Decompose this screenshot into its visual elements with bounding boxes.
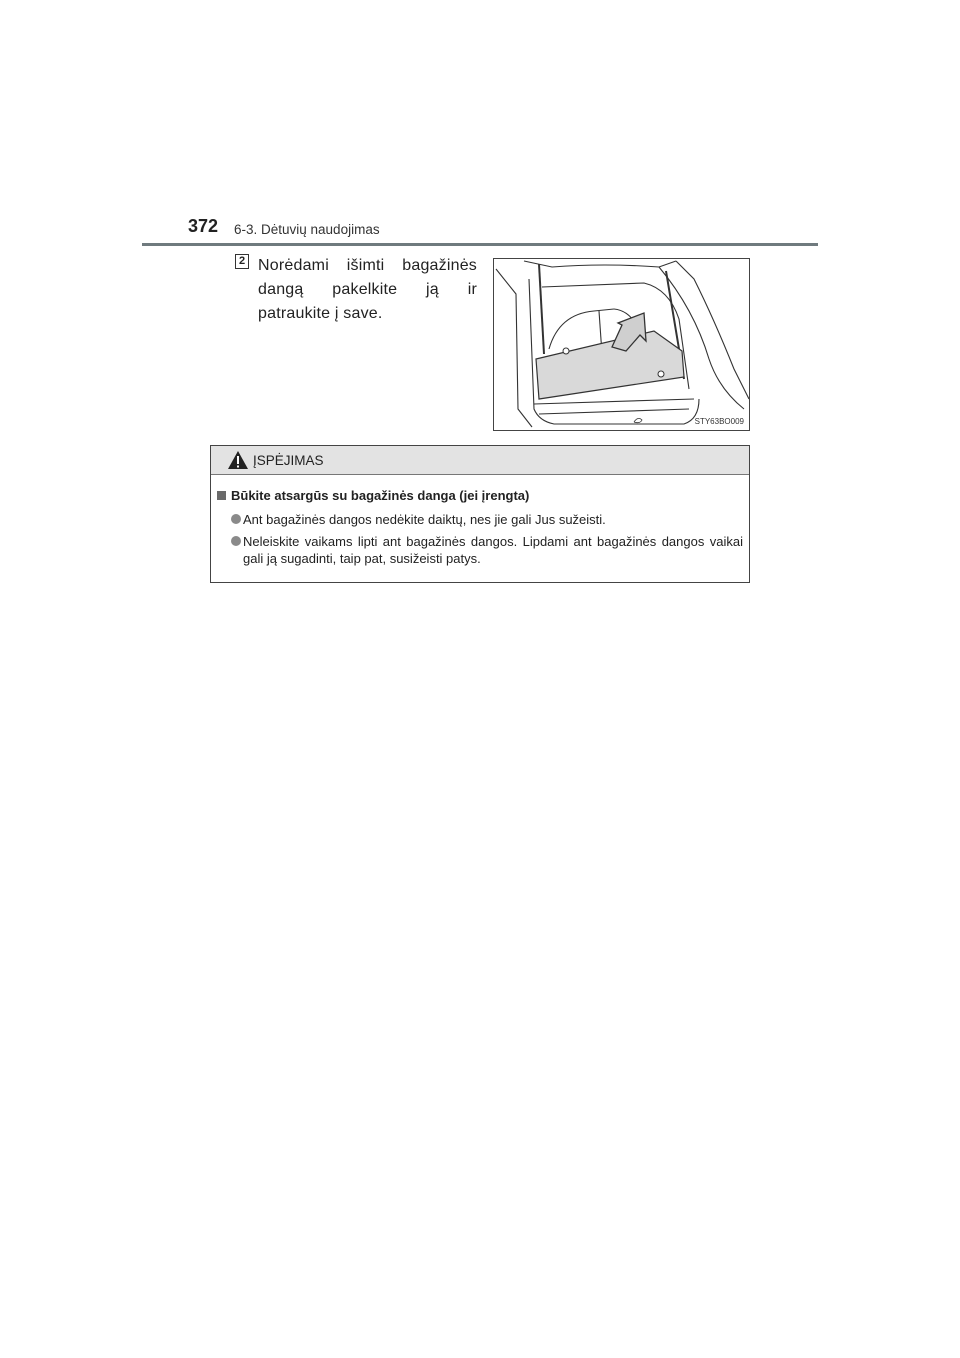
warning-bullet-text: Neleiskite vaikams lipti ant bagažinės dangos. Lipdami ant bagažinės dangos vaikai gali ją sugadinti, taip pat, susižeisti patys. <box>243 534 743 566</box>
warning-bullet <box>231 533 743 567</box>
trunk-drawing <box>494 259 750 431</box>
warning-heading-text: Būkite atsargūs su bagažinės danga (jei įrengta) <box>231 488 530 503</box>
warning-box <box>210 445 750 583</box>
trunk-cover-illustration <box>493 258 750 431</box>
warning-header <box>211 446 749 475</box>
warning-triangle-icon <box>227 450 249 470</box>
bullet-dot-icon <box>231 536 241 546</box>
step-instruction: Norėdami išimti bagažinės dangą pakelkite ją ir patraukite į save. <box>258 257 477 322</box>
page-number: 372 <box>188 216 219 236</box>
warning-heading <box>217 488 529 503</box>
bullet-dot-icon <box>231 514 241 524</box>
header-rule <box>142 243 818 246</box>
step-number-badge: 2 <box>235 254 249 269</box>
section-title: 6-3. Dėtuvių naudojimas <box>234 222 380 237</box>
warning-bullet <box>231 511 743 528</box>
warning-bullet-text: Ant bagažinės dangos nedėkite daiktų, nes jie gali Jus sužeisti. <box>243 512 606 527</box>
figure-code: STY63BO009 <box>694 417 744 426</box>
warning-title: ĮSPĖJIMAS <box>253 453 324 468</box>
square-marker-icon <box>217 491 226 500</box>
